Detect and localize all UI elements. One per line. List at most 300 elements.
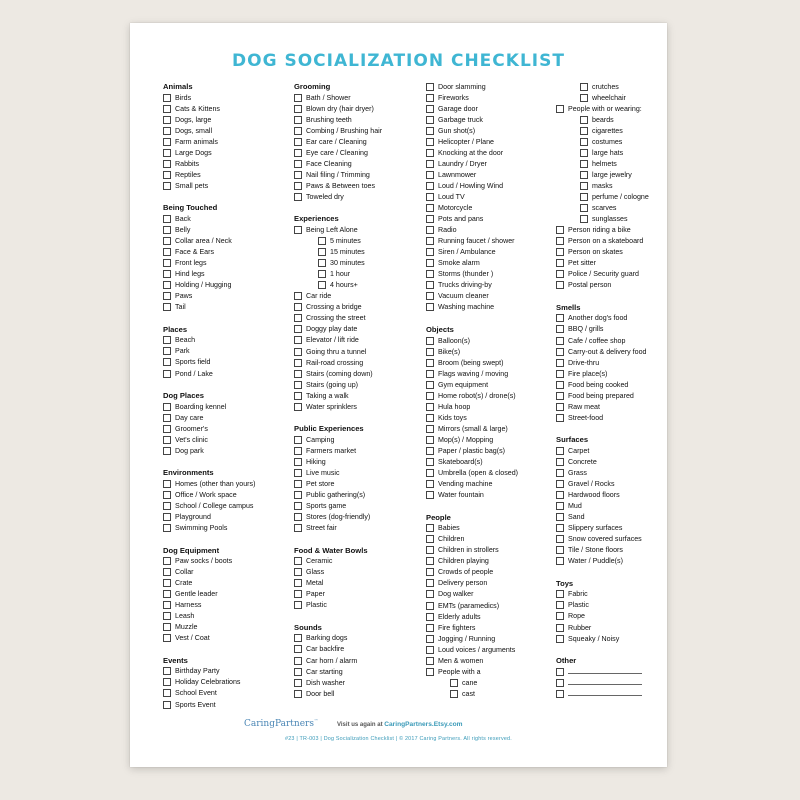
checklist-item[interactable] bbox=[426, 92, 554, 103]
checklist-item[interactable] bbox=[163, 269, 291, 280]
checkbox[interactable] bbox=[294, 579, 302, 587]
checklist-item[interactable] bbox=[163, 114, 291, 125]
checkbox[interactable] bbox=[163, 336, 171, 344]
checklist-item[interactable] bbox=[556, 456, 684, 467]
checkbox[interactable] bbox=[556, 226, 564, 234]
checklist-item[interactable] bbox=[556, 379, 684, 390]
checklist-item[interactable] bbox=[556, 180, 684, 191]
checklist-item[interactable] bbox=[163, 401, 291, 412]
checkbox[interactable] bbox=[556, 590, 564, 598]
checklist-item[interactable] bbox=[556, 158, 684, 169]
checkbox[interactable] bbox=[426, 226, 434, 234]
checkbox[interactable] bbox=[426, 259, 434, 267]
checklist-item[interactable] bbox=[426, 457, 554, 468]
checkbox[interactable] bbox=[294, 568, 302, 576]
checkbox[interactable] bbox=[426, 635, 434, 643]
checkbox[interactable] bbox=[426, 359, 434, 367]
checkbox[interactable] bbox=[294, 127, 302, 135]
checkbox[interactable] bbox=[426, 646, 434, 654]
checklist-item[interactable] bbox=[294, 103, 422, 114]
checklist-item[interactable] bbox=[556, 191, 684, 202]
checkbox[interactable] bbox=[580, 149, 588, 157]
checklist-item[interactable] bbox=[163, 611, 291, 622]
checkbox[interactable] bbox=[556, 524, 564, 532]
checklist-item[interactable] bbox=[556, 203, 684, 214]
checklist-item[interactable] bbox=[294, 92, 422, 103]
checklist-item[interactable] bbox=[426, 567, 554, 578]
checklist-item[interactable] bbox=[426, 655, 554, 666]
checkbox[interactable] bbox=[294, 491, 302, 499]
checkbox[interactable] bbox=[556, 668, 564, 676]
checklist-item[interactable] bbox=[556, 501, 684, 512]
checkbox[interactable] bbox=[294, 359, 302, 367]
checklist-item[interactable] bbox=[426, 412, 554, 423]
checklist-item[interactable] bbox=[426, 346, 554, 357]
checkbox[interactable] bbox=[556, 491, 564, 499]
checkbox[interactable] bbox=[163, 502, 171, 510]
checkbox[interactable] bbox=[556, 259, 564, 267]
checklist-item[interactable] bbox=[426, 191, 554, 202]
checklist-item[interactable] bbox=[163, 213, 291, 224]
checklist-item[interactable] bbox=[426, 147, 554, 158]
checkbox[interactable] bbox=[556, 359, 564, 367]
checkbox[interactable] bbox=[163, 292, 171, 300]
checklist-item[interactable] bbox=[426, 269, 554, 280]
checkbox[interactable] bbox=[556, 601, 564, 609]
checklist-item[interactable] bbox=[426, 445, 554, 456]
checkbox[interactable] bbox=[426, 624, 434, 632]
checklist-item[interactable] bbox=[426, 401, 554, 412]
checklist-item[interactable] bbox=[294, 578, 422, 589]
checkbox[interactable] bbox=[426, 105, 434, 113]
checkbox[interactable] bbox=[163, 116, 171, 124]
checklist-item[interactable] bbox=[294, 512, 422, 523]
checkbox[interactable] bbox=[426, 94, 434, 102]
checklist-item[interactable] bbox=[163, 489, 291, 500]
checklist-item[interactable] bbox=[426, 214, 554, 225]
checklist-item[interactable] bbox=[294, 556, 422, 567]
checklist-item[interactable] bbox=[426, 534, 554, 545]
etsy-link[interactable]: CaringPartners.Etsy.com bbox=[384, 721, 463, 728]
checkbox[interactable] bbox=[294, 436, 302, 444]
checkbox[interactable] bbox=[556, 513, 564, 521]
checkbox[interactable] bbox=[556, 281, 564, 289]
checkbox[interactable] bbox=[426, 270, 434, 278]
checklist-item[interactable] bbox=[426, 677, 554, 688]
checklist-item[interactable] bbox=[426, 236, 554, 247]
checklist-item[interactable] bbox=[426, 589, 554, 600]
checkbox[interactable] bbox=[294, 94, 302, 102]
checklist-item[interactable] bbox=[426, 600, 554, 611]
checkbox[interactable] bbox=[294, 116, 302, 124]
checklist-item[interactable] bbox=[294, 390, 422, 401]
checklist-item[interactable] bbox=[426, 390, 554, 401]
checklist-item[interactable] bbox=[294, 589, 422, 600]
checkbox[interactable] bbox=[163, 612, 171, 620]
checkbox[interactable] bbox=[294, 601, 302, 609]
checklist-item[interactable] bbox=[556, 401, 684, 412]
checkbox[interactable] bbox=[426, 557, 434, 565]
checklist-item[interactable] bbox=[294, 655, 422, 666]
checkbox[interactable] bbox=[163, 568, 171, 576]
checkbox[interactable] bbox=[163, 557, 171, 565]
checklist-item[interactable] bbox=[294, 180, 422, 191]
checkbox[interactable] bbox=[426, 590, 434, 598]
checklist-item[interactable] bbox=[556, 125, 684, 136]
checkbox[interactable] bbox=[556, 337, 564, 345]
checklist-item[interactable] bbox=[556, 412, 684, 423]
checkbox[interactable] bbox=[294, 590, 302, 598]
checklist-item[interactable] bbox=[426, 479, 554, 490]
checklist-item[interactable] bbox=[163, 556, 291, 567]
checklist-item[interactable] bbox=[163, 180, 291, 191]
checklist-item[interactable] bbox=[163, 567, 291, 578]
checkbox[interactable] bbox=[426, 458, 434, 466]
checklist-item[interactable] bbox=[426, 622, 554, 633]
checkbox[interactable] bbox=[294, 447, 302, 455]
checklist-item[interactable] bbox=[294, 125, 422, 136]
checkbox[interactable] bbox=[580, 193, 588, 201]
checklist-item[interactable] bbox=[556, 490, 684, 501]
checkbox[interactable] bbox=[294, 480, 302, 488]
checklist-item[interactable] bbox=[163, 357, 291, 368]
checklist-item[interactable] bbox=[163, 224, 291, 235]
checklist-item[interactable] bbox=[163, 302, 291, 313]
checklist-item[interactable] bbox=[294, 269, 422, 280]
checkbox[interactable] bbox=[318, 259, 326, 267]
checklist-item[interactable] bbox=[556, 445, 684, 456]
checkbox[interactable] bbox=[556, 392, 564, 400]
checkbox[interactable] bbox=[580, 83, 588, 91]
checkbox[interactable] bbox=[294, 182, 302, 190]
checkbox[interactable] bbox=[556, 370, 564, 378]
checkbox[interactable] bbox=[450, 690, 458, 698]
checklist-item[interactable] bbox=[556, 225, 684, 236]
checklist-item[interactable] bbox=[294, 136, 422, 147]
checkbox[interactable] bbox=[318, 237, 326, 245]
checkbox[interactable] bbox=[426, 414, 434, 422]
checklist-item[interactable] bbox=[556, 335, 684, 346]
checkbox[interactable] bbox=[163, 403, 171, 411]
write-in-line[interactable] bbox=[568, 673, 642, 674]
checklist-item[interactable] bbox=[163, 291, 291, 302]
checklist-item[interactable] bbox=[294, 478, 422, 489]
checklist-item[interactable] bbox=[294, 191, 422, 202]
checklist-item[interactable] bbox=[556, 677, 684, 688]
checkbox[interactable] bbox=[426, 193, 434, 201]
checkbox[interactable] bbox=[426, 403, 434, 411]
checkbox[interactable] bbox=[426, 568, 434, 576]
checklist-item[interactable] bbox=[163, 522, 291, 533]
checklist-item[interactable] bbox=[163, 699, 291, 710]
checklist-item[interactable] bbox=[426, 103, 554, 114]
checkbox[interactable] bbox=[294, 469, 302, 477]
checkbox[interactable] bbox=[294, 657, 302, 665]
checklist-item[interactable] bbox=[556, 611, 684, 622]
checklist-item[interactable] bbox=[556, 357, 684, 368]
checkbox[interactable] bbox=[163, 623, 171, 631]
checkbox[interactable] bbox=[556, 403, 564, 411]
checkbox[interactable] bbox=[580, 215, 588, 223]
checkbox[interactable] bbox=[294, 679, 302, 687]
checklist-item[interactable] bbox=[294, 169, 422, 180]
checklist-item[interactable] bbox=[294, 666, 422, 677]
checklist-item[interactable] bbox=[426, 125, 554, 136]
checkbox[interactable] bbox=[163, 579, 171, 587]
checklist-item[interactable] bbox=[556, 313, 684, 324]
checklist-item[interactable] bbox=[556, 346, 684, 357]
checkbox[interactable] bbox=[163, 182, 171, 190]
checklist-item[interactable] bbox=[426, 368, 554, 379]
checklist-item[interactable] bbox=[294, 523, 422, 534]
checkbox[interactable] bbox=[450, 679, 458, 687]
checklist-item[interactable] bbox=[163, 688, 291, 699]
checkbox[interactable] bbox=[294, 292, 302, 300]
checkbox[interactable] bbox=[580, 171, 588, 179]
checkbox[interactable] bbox=[294, 513, 302, 521]
checkbox[interactable] bbox=[426, 480, 434, 488]
checkbox[interactable] bbox=[294, 668, 302, 676]
checklist-item[interactable] bbox=[163, 500, 291, 511]
checkbox[interactable] bbox=[426, 337, 434, 345]
checklist-item[interactable] bbox=[426, 280, 554, 291]
checklist-item[interactable] bbox=[426, 180, 554, 191]
checklist-item[interactable] bbox=[163, 478, 291, 489]
checklist-item[interactable] bbox=[294, 434, 422, 445]
checkbox[interactable] bbox=[294, 160, 302, 168]
checkbox[interactable] bbox=[294, 645, 302, 653]
checkbox[interactable] bbox=[163, 436, 171, 444]
checklist-item[interactable] bbox=[426, 490, 554, 501]
checklist-item[interactable] bbox=[294, 335, 422, 346]
checklist-item[interactable] bbox=[163, 258, 291, 269]
checkbox[interactable] bbox=[580, 160, 588, 168]
checklist-item[interactable] bbox=[294, 114, 422, 125]
checkbox[interactable] bbox=[426, 292, 434, 300]
checkbox[interactable] bbox=[294, 392, 302, 400]
checklist-item[interactable] bbox=[426, 136, 554, 147]
checkbox[interactable] bbox=[294, 634, 302, 642]
checklist-item[interactable] bbox=[556, 136, 684, 147]
checklist-item[interactable] bbox=[163, 666, 291, 677]
checklist-item[interactable] bbox=[163, 578, 291, 589]
checklist-item[interactable] bbox=[556, 589, 684, 600]
checklist-item[interactable] bbox=[556, 666, 684, 677]
checkbox[interactable] bbox=[163, 590, 171, 598]
checkbox[interactable] bbox=[426, 546, 434, 554]
checkbox[interactable] bbox=[163, 425, 171, 433]
checkbox[interactable] bbox=[580, 127, 588, 135]
checklist-item[interactable] bbox=[294, 379, 422, 390]
checkbox[interactable] bbox=[426, 381, 434, 389]
checkbox[interactable] bbox=[294, 303, 302, 311]
checklist-item[interactable] bbox=[426, 688, 554, 699]
checkbox[interactable] bbox=[426, 116, 434, 124]
checklist-item[interactable] bbox=[556, 545, 684, 556]
checklist-item[interactable] bbox=[556, 523, 684, 534]
checklist-item[interactable] bbox=[426, 258, 554, 269]
checkbox[interactable] bbox=[426, 602, 434, 610]
checkbox[interactable] bbox=[294, 348, 302, 356]
checklist-item[interactable] bbox=[426, 203, 554, 214]
checkbox[interactable] bbox=[163, 149, 171, 157]
checklist-item[interactable] bbox=[163, 236, 291, 247]
checkbox[interactable] bbox=[426, 370, 434, 378]
checklist-item[interactable] bbox=[556, 81, 684, 92]
checklist-item[interactable] bbox=[294, 677, 422, 688]
checklist-item[interactable] bbox=[294, 688, 422, 699]
checkbox[interactable] bbox=[163, 414, 171, 422]
checkbox[interactable] bbox=[580, 94, 588, 102]
checkbox[interactable] bbox=[163, 480, 171, 488]
checklist-item[interactable] bbox=[556, 92, 684, 103]
checkbox[interactable] bbox=[426, 303, 434, 311]
checkbox[interactable] bbox=[163, 237, 171, 245]
checklist-item[interactable] bbox=[556, 324, 684, 335]
checklist-item[interactable] bbox=[163, 92, 291, 103]
checkbox[interactable] bbox=[163, 138, 171, 146]
checklist-item[interactable] bbox=[556, 147, 684, 158]
checkbox[interactable] bbox=[556, 635, 564, 643]
checklist-item[interactable] bbox=[556, 269, 684, 280]
checklist-item[interactable] bbox=[294, 302, 422, 313]
checkbox[interactable] bbox=[426, 392, 434, 400]
checklist-item[interactable] bbox=[556, 390, 684, 401]
checklist-item[interactable] bbox=[426, 158, 554, 169]
checklist-item[interactable] bbox=[556, 467, 684, 478]
checklist-item[interactable] bbox=[426, 302, 554, 313]
checklist-item[interactable] bbox=[163, 423, 291, 434]
checkbox[interactable] bbox=[426, 668, 434, 676]
checkbox[interactable] bbox=[294, 557, 302, 565]
checklist-item[interactable] bbox=[426, 633, 554, 644]
checkbox[interactable] bbox=[163, 226, 171, 234]
checkbox[interactable] bbox=[556, 612, 564, 620]
checkbox[interactable] bbox=[556, 105, 564, 113]
checkbox[interactable] bbox=[294, 149, 302, 157]
checklist-item[interactable] bbox=[163, 247, 291, 258]
checkbox[interactable] bbox=[556, 679, 564, 687]
checklist-item[interactable] bbox=[426, 423, 554, 434]
checkbox[interactable] bbox=[163, 701, 171, 709]
checkbox[interactable] bbox=[556, 458, 564, 466]
checkbox[interactable] bbox=[426, 657, 434, 665]
checklist-item[interactable] bbox=[426, 523, 554, 534]
checkbox[interactable] bbox=[163, 678, 171, 686]
checkbox[interactable] bbox=[294, 171, 302, 179]
checkbox[interactable] bbox=[294, 325, 302, 333]
checklist-item[interactable] bbox=[556, 236, 684, 247]
checkbox[interactable] bbox=[294, 336, 302, 344]
checklist-item[interactable] bbox=[294, 291, 422, 302]
checkbox[interactable] bbox=[556, 502, 564, 510]
checkbox[interactable] bbox=[556, 414, 564, 422]
checkbox[interactable] bbox=[294, 458, 302, 466]
checkbox[interactable] bbox=[294, 403, 302, 411]
checkbox[interactable] bbox=[556, 348, 564, 356]
checkbox[interactable] bbox=[294, 193, 302, 201]
checkbox[interactable] bbox=[426, 204, 434, 212]
checkbox[interactable] bbox=[556, 270, 564, 278]
checklist-item[interactable] bbox=[426, 644, 554, 655]
checklist-item[interactable] bbox=[163, 600, 291, 611]
checklist-item[interactable] bbox=[556, 368, 684, 379]
checkbox[interactable] bbox=[163, 105, 171, 113]
checklist-item[interactable] bbox=[294, 445, 422, 456]
checkbox[interactable] bbox=[294, 690, 302, 698]
checkbox[interactable] bbox=[163, 94, 171, 102]
checkbox[interactable] bbox=[163, 524, 171, 532]
checklist-item[interactable] bbox=[294, 567, 422, 578]
checklist-item[interactable] bbox=[556, 534, 684, 545]
checklist-item[interactable] bbox=[163, 677, 291, 688]
checklist-item[interactable] bbox=[426, 611, 554, 622]
checklist-item[interactable] bbox=[426, 468, 554, 479]
checklist-item[interactable] bbox=[294, 346, 422, 357]
checklist-item[interactable] bbox=[163, 136, 291, 147]
checklist-item[interactable] bbox=[426, 434, 554, 445]
checklist-item[interactable] bbox=[556, 512, 684, 523]
checklist-item[interactable] bbox=[163, 125, 291, 136]
checkbox[interactable] bbox=[163, 601, 171, 609]
checklist-item[interactable] bbox=[163, 103, 291, 114]
checkbox[interactable] bbox=[294, 524, 302, 532]
checkbox[interactable] bbox=[163, 634, 171, 642]
checkbox[interactable] bbox=[426, 281, 434, 289]
checklist-item[interactable] bbox=[294, 247, 422, 258]
checklist-item[interactable] bbox=[426, 666, 554, 677]
checklist-item[interactable] bbox=[294, 258, 422, 269]
checklist-item[interactable] bbox=[294, 236, 422, 247]
checkbox[interactable] bbox=[580, 116, 588, 124]
checklist-item[interactable] bbox=[556, 622, 684, 633]
checkbox[interactable] bbox=[426, 160, 434, 168]
checkbox[interactable] bbox=[426, 348, 434, 356]
checklist-item[interactable] bbox=[294, 467, 422, 478]
checklist-item[interactable] bbox=[426, 114, 554, 125]
checklist-item[interactable] bbox=[163, 169, 291, 180]
checkbox[interactable] bbox=[294, 105, 302, 113]
checklist-item[interactable] bbox=[294, 280, 422, 291]
checkbox[interactable] bbox=[426, 149, 434, 157]
checkbox[interactable] bbox=[163, 215, 171, 223]
checklist-item[interactable] bbox=[426, 545, 554, 556]
checklist-item[interactable] bbox=[163, 511, 291, 522]
checklist-item[interactable] bbox=[426, 556, 554, 567]
checklist-item[interactable] bbox=[426, 81, 554, 92]
checklist-item[interactable] bbox=[426, 357, 554, 368]
checkbox[interactable] bbox=[163, 667, 171, 675]
checkbox[interactable] bbox=[580, 182, 588, 190]
write-in-line[interactable] bbox=[568, 684, 642, 685]
checklist-item[interactable] bbox=[556, 556, 684, 567]
checklist-item[interactable] bbox=[294, 633, 422, 644]
checkbox[interactable] bbox=[163, 347, 171, 355]
checklist-item[interactable] bbox=[163, 368, 291, 379]
checkbox[interactable] bbox=[294, 502, 302, 510]
checkbox[interactable] bbox=[556, 624, 564, 632]
checklist-item[interactable] bbox=[556, 214, 684, 225]
checkbox[interactable] bbox=[426, 127, 434, 135]
checkbox[interactable] bbox=[426, 182, 434, 190]
checkbox[interactable] bbox=[318, 270, 326, 278]
checkbox[interactable] bbox=[426, 613, 434, 621]
checkbox[interactable] bbox=[294, 226, 302, 234]
checklist-item[interactable] bbox=[294, 324, 422, 335]
checklist-item[interactable] bbox=[294, 368, 422, 379]
checkbox[interactable] bbox=[426, 579, 434, 587]
checklist-item[interactable] bbox=[556, 169, 684, 180]
